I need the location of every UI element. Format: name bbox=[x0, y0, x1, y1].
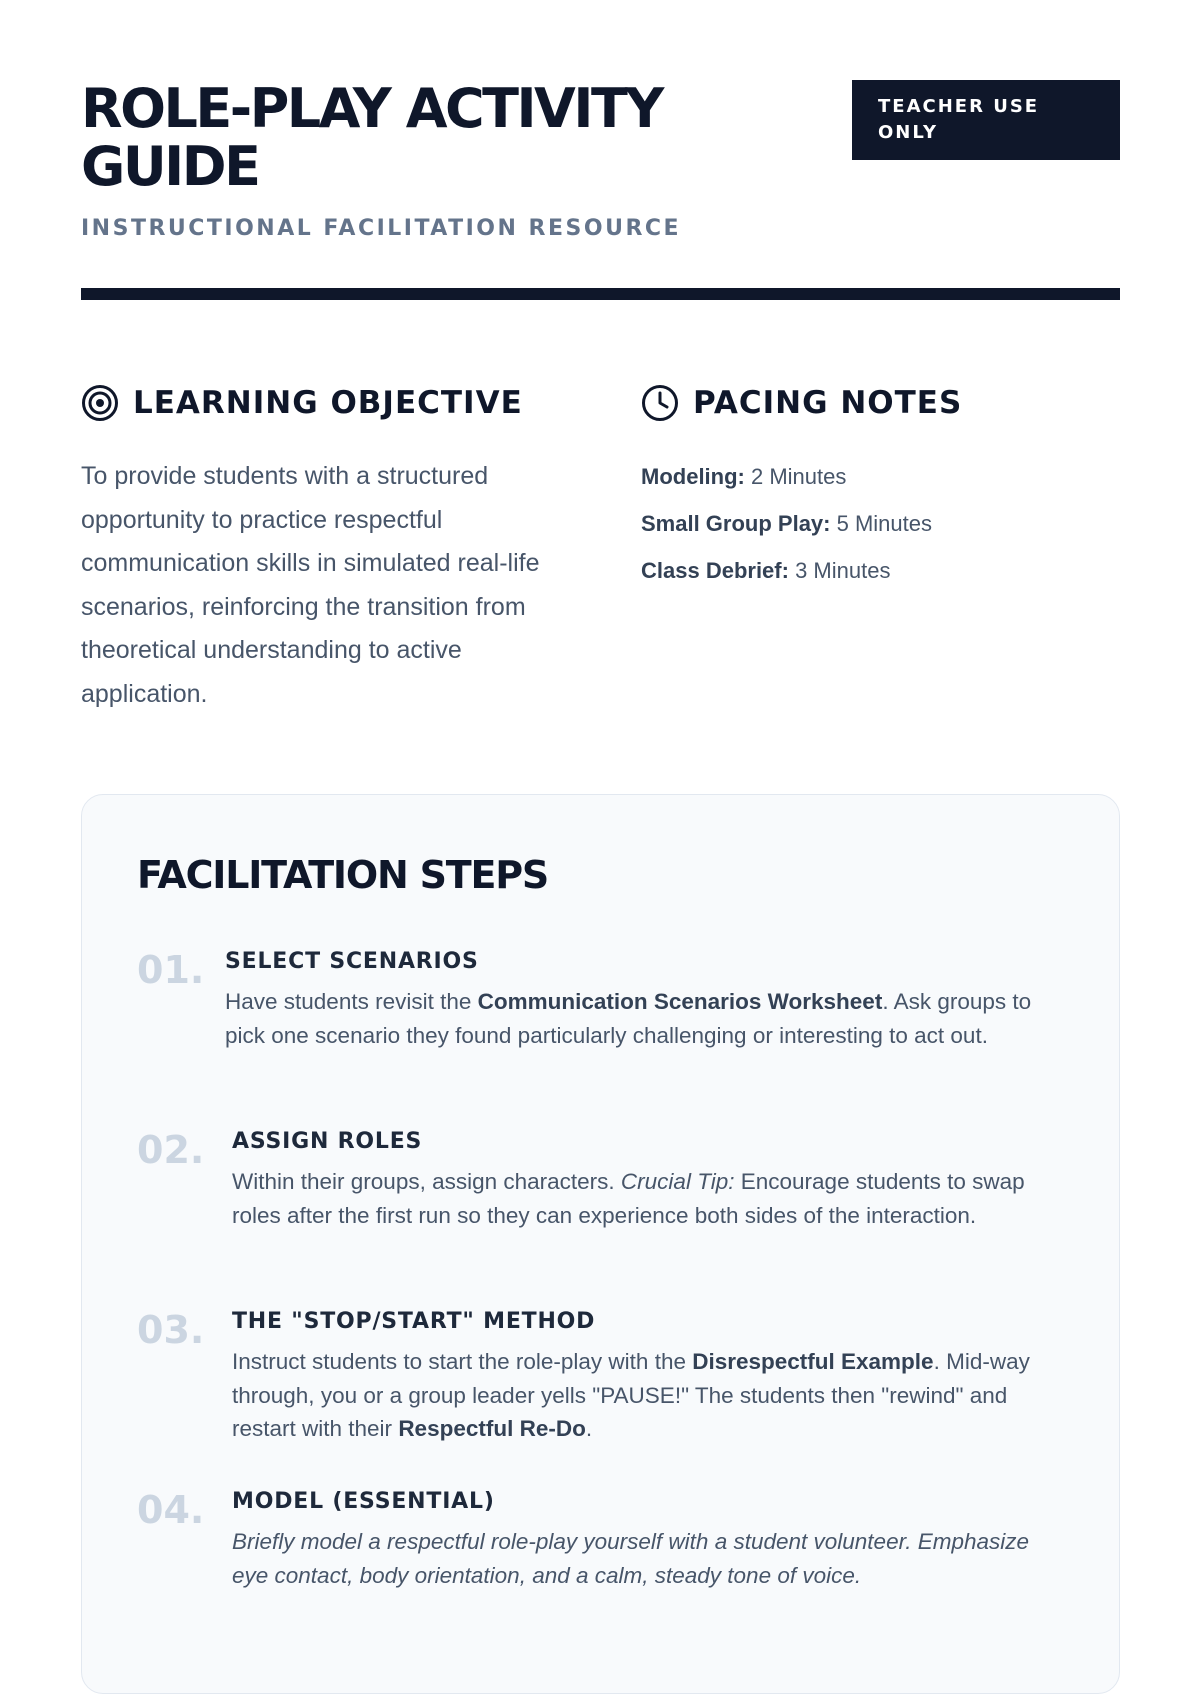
objective-text: To provide students with a structured opportunity to practice respectful communication skills in simulated real-life scenarios, reinforcing the transition from theoretical understanding to active application. bbox=[81, 462, 540, 708]
step-body bbox=[232, 1128, 1067, 1232]
page-title: ROLE-PLAY ACTIVITY GUIDE bbox=[81, 77, 662, 198]
respectful-redo-label: Respectful Re-Do bbox=[398, 1416, 586, 1441]
worksheet-name: Communication Scenarios Worksheet bbox=[477, 989, 883, 1014]
pacing-heading: PACING NOTES bbox=[693, 385, 963, 421]
step-text bbox=[225, 985, 1067, 1052]
pacing-item-modeling bbox=[641, 453, 932, 500]
pacing-label: Modeling: bbox=[641, 464, 745, 489]
step-body bbox=[232, 1308, 1067, 1446]
step-number: 02. bbox=[137, 1128, 205, 1172]
header-divider bbox=[81, 288, 1120, 300]
pacing-value: 5 Minutes bbox=[836, 511, 933, 536]
teacher-use-badge: TEACHER USE ONLY bbox=[852, 80, 1120, 160]
step-number: 01. bbox=[137, 948, 205, 992]
crucial-tip-label: Crucial Tip: bbox=[620, 1169, 735, 1194]
step-title: MODEL (ESSENTIAL) bbox=[232, 1489, 495, 1514]
pacing-item-small-group-play bbox=[641, 500, 932, 547]
step-title: ASSIGN ROLES bbox=[232, 1129, 423, 1154]
facilitation-steps-card bbox=[81, 794, 1120, 1694]
step-text-part: Have students revisit the bbox=[225, 989, 478, 1014]
step-title: SELECT SCENARIOS bbox=[225, 949, 479, 974]
pacing-value: 3 Minutes bbox=[795, 558, 891, 583]
page-subtitle: INSTRUCTIONAL FACILITATION RESOURCE bbox=[81, 216, 682, 241]
step-number: 03. bbox=[137, 1308, 205, 1352]
pacing-item-class-debrief bbox=[641, 547, 932, 594]
objective-heading-row bbox=[81, 384, 523, 422]
target-icon bbox=[81, 384, 119, 422]
step-text: Briefly model a respectful role-play yourself with a student volunteer. Emphasize eye contact, body orientation, and a calm, steady tone of voice. bbox=[232, 1529, 1030, 1588]
step-text-part: . Mid-way through, you or a group leader yells "PAUSE!" The students then "rewind" and restart with their bbox=[232, 1349, 1030, 1441]
step-text-part: . bbox=[585, 1416, 593, 1441]
step-text-part: Instruct students to start the role-play with the bbox=[232, 1349, 693, 1374]
step-text bbox=[232, 1345, 1067, 1446]
pacing-label: Small Group Play: bbox=[641, 511, 831, 536]
objective-heading: LEARNING OBJECTIVE bbox=[133, 385, 523, 421]
clock-icon bbox=[641, 384, 679, 422]
pacing-list bbox=[641, 453, 932, 594]
step-body bbox=[232, 1488, 1067, 1592]
pacing-heading-row bbox=[641, 384, 962, 422]
disrespectful-example-label: Disrespectful Example bbox=[692, 1349, 934, 1374]
pacing-value: 2 Minutes bbox=[751, 464, 847, 489]
step-text-part: Encourage students to swap roles after the first run so they can experience both sides of the interaction. bbox=[232, 1169, 1025, 1228]
step-text-part: . Ask groups to pick one scenario they found particularly challenging or interesting to act out. bbox=[225, 989, 1032, 1048]
step-number: 04. bbox=[137, 1488, 205, 1532]
steps-heading: FACILITATION STEPS bbox=[137, 853, 549, 897]
step-title: THE "STOP/START" METHOD bbox=[232, 1309, 596, 1334]
step-body bbox=[225, 948, 1067, 1052]
pacing-label: Class Debrief: bbox=[641, 558, 789, 583]
step-text bbox=[232, 1165, 1067, 1232]
step-text-part: Within their groups, assign characters. bbox=[232, 1169, 621, 1194]
